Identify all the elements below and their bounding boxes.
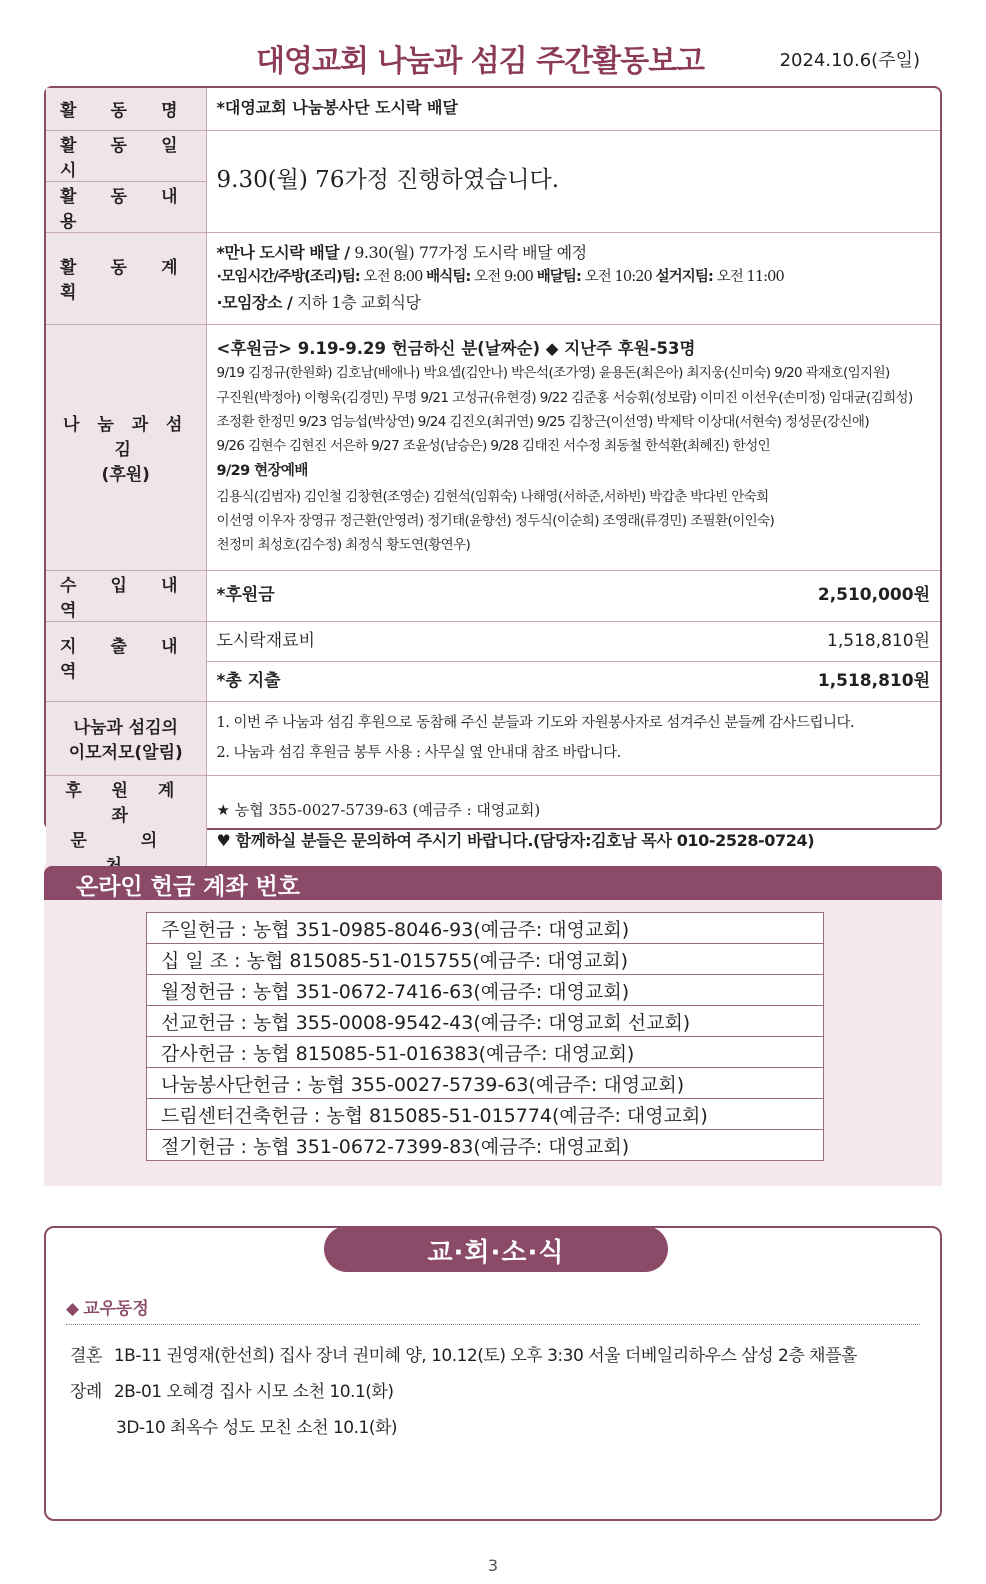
- sharing-label: 나 눔 과 섬 김 (후원): [46, 324, 206, 570]
- activity-plan-label: 활 동 계 획: [46, 232, 206, 324]
- donor-line: 9/26 김현수 김현진 서은하 9/27 조윤성(남승은) 9/28 김태진 서수정 최동철 한석환(최혜진) 한성인: [216, 438, 771, 455]
- online-offering-section: [44, 866, 942, 1186]
- diamond-icon: ◆: [66, 1299, 80, 1319]
- donor-line: 조정환 한정민 9/23 엄능섭(박상연) 9/24 김진오(최귀연) 9/25 김창근(이선영) 박제탁 이상대(서현숙) 정성문(강신애): [216, 413, 870, 430]
- expense-amount: 1,518,810원: [827, 630, 930, 651]
- expense-label: 지 출 내 역: [46, 621, 206, 701]
- activity-date-label: 활 동 일 시: [46, 130, 206, 181]
- expense-row: [46, 621, 940, 661]
- account-list: [146, 912, 824, 1161]
- account-item: 드림센터건축헌금 : 농협 815085-51-015774(예금주: 대영교회): [147, 1099, 824, 1130]
- account-item: 십 일 조 : 농협 815085-51-015755(예금주: 대영교회): [147, 944, 824, 975]
- account-content: [206, 775, 940, 876]
- page-number: 3: [487, 1556, 499, 1575]
- news-tag: 장례: [70, 1382, 102, 1402]
- onsite-donor-line: 이선영 이우자 장영규 정근환(안영려) 정기태(윤향선) 정두식(이순희) 조영래(류경민) 조필환(이인숙): [216, 512, 775, 529]
- account-label: 후 원 계 좌 문 의: [46, 775, 206, 876]
- income-row: [46, 570, 940, 621]
- church-news-section: [44, 1226, 942, 1521]
- account-item: 선교헌금 : 농협 355-0008-9542-43(예금주: 대영교회 선교회): [147, 1006, 824, 1037]
- news-item: 장례 2B-01 오혜경 집사 시모 소천 10.1(화): [70, 1382, 394, 1402]
- account-item: 감사헌금 : 농협 815085-51-016383(예금주: 대영교회): [147, 1037, 824, 1068]
- member-news-list: [70, 1338, 857, 1446]
- plan-line-1: *만나 도시락 배달 / 9.30(월) 77가정 도시락 배달 예정: [216, 242, 587, 262]
- notice-label: 나눔과 섬김의 이모저모(알림): [46, 701, 206, 775]
- donation-heading: <후원금> 9.19-9.29 헌금하신 분(날짜순) ◆ 지난주 후원-53명: [216, 338, 696, 358]
- onsite-donor-line: 천정미 최성호(김수정) 최정식 황도연(황연우): [216, 537, 471, 554]
- page-title: 대영교회 나눔과 섬김 주간활동보고: [256, 44, 705, 79]
- donor-line: 구진원(박정아) 이형욱(김경민) 무명 9/21 고성규(유현경) 9/22 김준홍 서승휘(성보람) 이미진 이선우(손미정) 임대균(김희성): [216, 389, 913, 406]
- activity-name-label: 활 동 명: [46, 88, 206, 130]
- activity-content-label: 활 동 내 용: [46, 181, 206, 232]
- star-icon: ★: [216, 800, 230, 819]
- income-label: 수 입 내 역: [46, 570, 206, 621]
- income-item: *후원금: [216, 585, 275, 606]
- account-row: [46, 775, 940, 876]
- church-news-title: 교·회·소·식: [427, 1238, 565, 1268]
- account-line-2: ♥ 함께하실 분들은 문의하여 주시기 바랍니다.(담당자:김호남 목사 010-2528-0724): [216, 830, 815, 850]
- member-news-heading: ◆ 교우동정: [66, 1299, 149, 1319]
- report-date: 2024.10.6(주일): [779, 50, 920, 71]
- expense-total-amount: 1,518,810원: [817, 670, 930, 691]
- account-line-1: ★ 농협 355-0027-5739-63 (예금주 : 대영교회): [216, 800, 541, 819]
- news-tag: 결혼: [70, 1346, 102, 1366]
- onsite-heading: 9/29 현장예배: [216, 463, 308, 480]
- online-offering-header: [44, 866, 942, 900]
- sharing-row: [46, 324, 940, 570]
- plan-line-3: ·모임장소 / 지하 1층 교회식당: [216, 292, 421, 312]
- account-item: 주일헌금 : 농협 351-0985-8046-93(예금주: 대영교회): [147, 913, 824, 944]
- activity-plan-value: [206, 232, 940, 324]
- account-item: 절기헌금 : 농협 351-0672-7399-83(예금주: 대영교회): [147, 1130, 824, 1161]
- activity-name-row: [46, 88, 940, 130]
- page-header: [0, 36, 986, 80]
- notice-line-2: 2. 나눔과 섬김 후원금 봉투 사용 : 사무실 옆 안내대 참조 바랍니다.: [216, 745, 621, 761]
- news-item: 결혼 1B-11 권영재(한선희) 집사 장녀 권미혜 양, 10.12(토) 오후 3:30 서울 더베일리하우스 삼성 2층 채플홀: [70, 1346, 857, 1366]
- expense-item: 도시락재료비: [216, 630, 316, 651]
- news-item: 3D-10 최옥수 성도 모친 소천 10.1(화): [116, 1418, 398, 1438]
- activity-plan-row: [46, 232, 940, 324]
- activity-content-value: 9.30(월) 76가정 진행하였습니다.: [206, 130, 940, 232]
- heart-icon: ♥: [216, 830, 231, 850]
- plan-line-2: ·모임시간/주방(조리)팀: 오전 8:00 배식팀: 오전 9:00 배달팀: 오전 10:20 설거지팀: 오전 11:00: [216, 269, 784, 286]
- online-offering-title: 온라인 헌금 계좌 번호: [76, 874, 300, 900]
- sharing-donors: [206, 324, 940, 570]
- activity-date-row: [46, 130, 940, 181]
- notice-line-1: 1. 이번 주 나눔과 섬김 후원으로 동참해 주신 분들과 기도와 자원봉사자로 섬겨주신 분들께 감사드립니다.: [216, 714, 855, 731]
- church-news-header: [324, 1226, 668, 1272]
- expense-total-label: *총 지출: [216, 670, 281, 691]
- notice-content: [206, 701, 940, 775]
- activity-name-value: *대영교회 나눔봉사단 도시락 배달: [206, 88, 940, 130]
- donor-line: 9/19 김정규(한원화) 김호남(배애나) 박요셉(김안나) 박은석(조가영) 윤용돈(최은아) 최지웅(신미숙) 9/20 곽재호(임지원): [216, 365, 890, 382]
- activity-report-table: [44, 86, 942, 851]
- divider: [66, 1324, 920, 1325]
- onsite-donor-line: 김용식(김범자) 김인철 김창현(조영순) 김현석(임휘숙) 나해영(서하준,서하빈) 박갑춘 박다빈 안숙희: [216, 488, 769, 505]
- account-item: 나눔봉사단헌금 : 농협 355-0027-5739-63(예금주: 대영교회): [147, 1068, 824, 1099]
- account-item: 월정헌금 : 농협 351-0672-7416-63(예금주: 대영교회): [147, 975, 824, 1006]
- income-amount: 2,510,000원: [817, 585, 930, 606]
- notice-row: [46, 701, 940, 775]
